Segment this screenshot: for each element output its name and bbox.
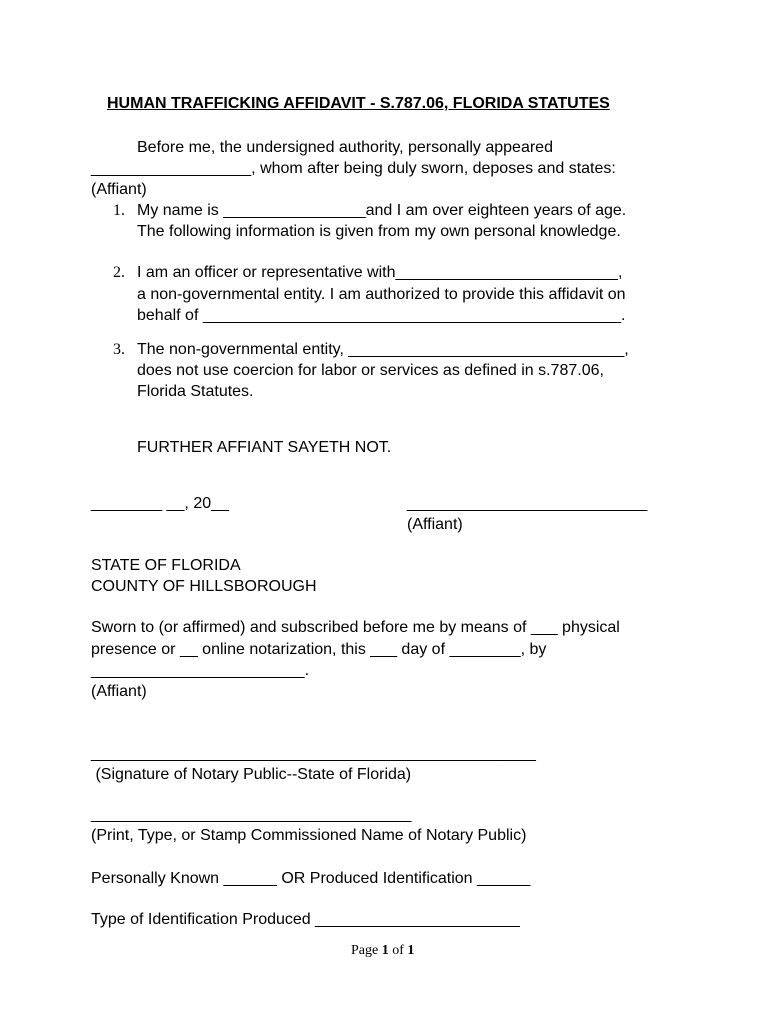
- affiant-signature-label: (Affiant): [407, 516, 463, 533]
- date-line: ________ __, 20__: [91, 495, 229, 512]
- sworn-line-1: Sworn to (or affirmed) and subscribed before me by means of ___ physical: [91, 619, 620, 636]
- notary-signature-line: __________________________________________________: [91, 745, 536, 762]
- document-title: HUMAN TRAFFICKING AFFIDAVIT - S.787.06, FLORIDA STATUTES: [107, 95, 610, 112]
- item-3-line-1: The non-governmental entity, _______________________________,: [137, 341, 629, 358]
- item-2-line-2: a non-governmental entity. I am authorized to provide this affidavit on: [137, 286, 626, 303]
- item-3-number: 3.: [113, 341, 125, 358]
- sworn-line-2: presence or __ online notarization, this ___ day of ________, by: [91, 641, 547, 658]
- footer-page-word: Page: [351, 943, 379, 958]
- item-2-line-1: I am an officer or representative with_________________________,: [137, 264, 623, 281]
- identification-type-line: Type of Identification Produced _______________________: [91, 911, 520, 928]
- sworn-line-3: ________________________.: [91, 662, 310, 679]
- item-1-number: 1.: [113, 202, 125, 219]
- intro-line-2: __________________, whom after being duly sworn, deposes and states:: [91, 160, 616, 177]
- item-1-line-2: The following information is given from my own personal knowledge.: [137, 223, 621, 240]
- intro-line-1: Before me, the undersigned authority, personally appeared: [137, 139, 553, 156]
- affiant-signature-line: ___________________________: [407, 495, 648, 512]
- sworn-affiant-label: (Affiant): [91, 683, 147, 700]
- notary-name-line: ____________________________________: [91, 806, 412, 823]
- item-2-line-3: behalf of _______________________________________________.: [137, 307, 626, 324]
- county-heading: COUNTY OF HILLSBOROUGH: [91, 578, 317, 595]
- further-affiant-statement: FURTHER AFFIANT SAYETH NOT.: [137, 439, 392, 456]
- footer-total-pages: 1: [407, 943, 415, 958]
- state-heading: STATE OF FLORIDA: [91, 557, 241, 574]
- intro-affiant-label: (Affiant): [91, 181, 147, 198]
- item-2-number: 2.: [113, 264, 125, 281]
- footer-current-page: 1: [381, 943, 389, 958]
- notary-name-label: (Print, Type, or Stamp Commissioned Name of Notary Public): [91, 827, 527, 844]
- item-1-line-1: My name is ________________and I am over eighteen years of age.: [137, 202, 627, 219]
- personally-known-line: Personally Known ______ OR Produced Identification ______: [91, 870, 531, 887]
- notary-signature-label: (Signature of Notary Public--State of Florida): [91, 766, 412, 783]
- footer-of-word: of: [392, 943, 404, 958]
- page-footer: [351, 941, 414, 961]
- item-3-line-2: does not use coercion for labor or services as defined in s.787.06,: [137, 362, 604, 379]
- item-3-line-3: Florida Statutes.: [137, 383, 254, 400]
